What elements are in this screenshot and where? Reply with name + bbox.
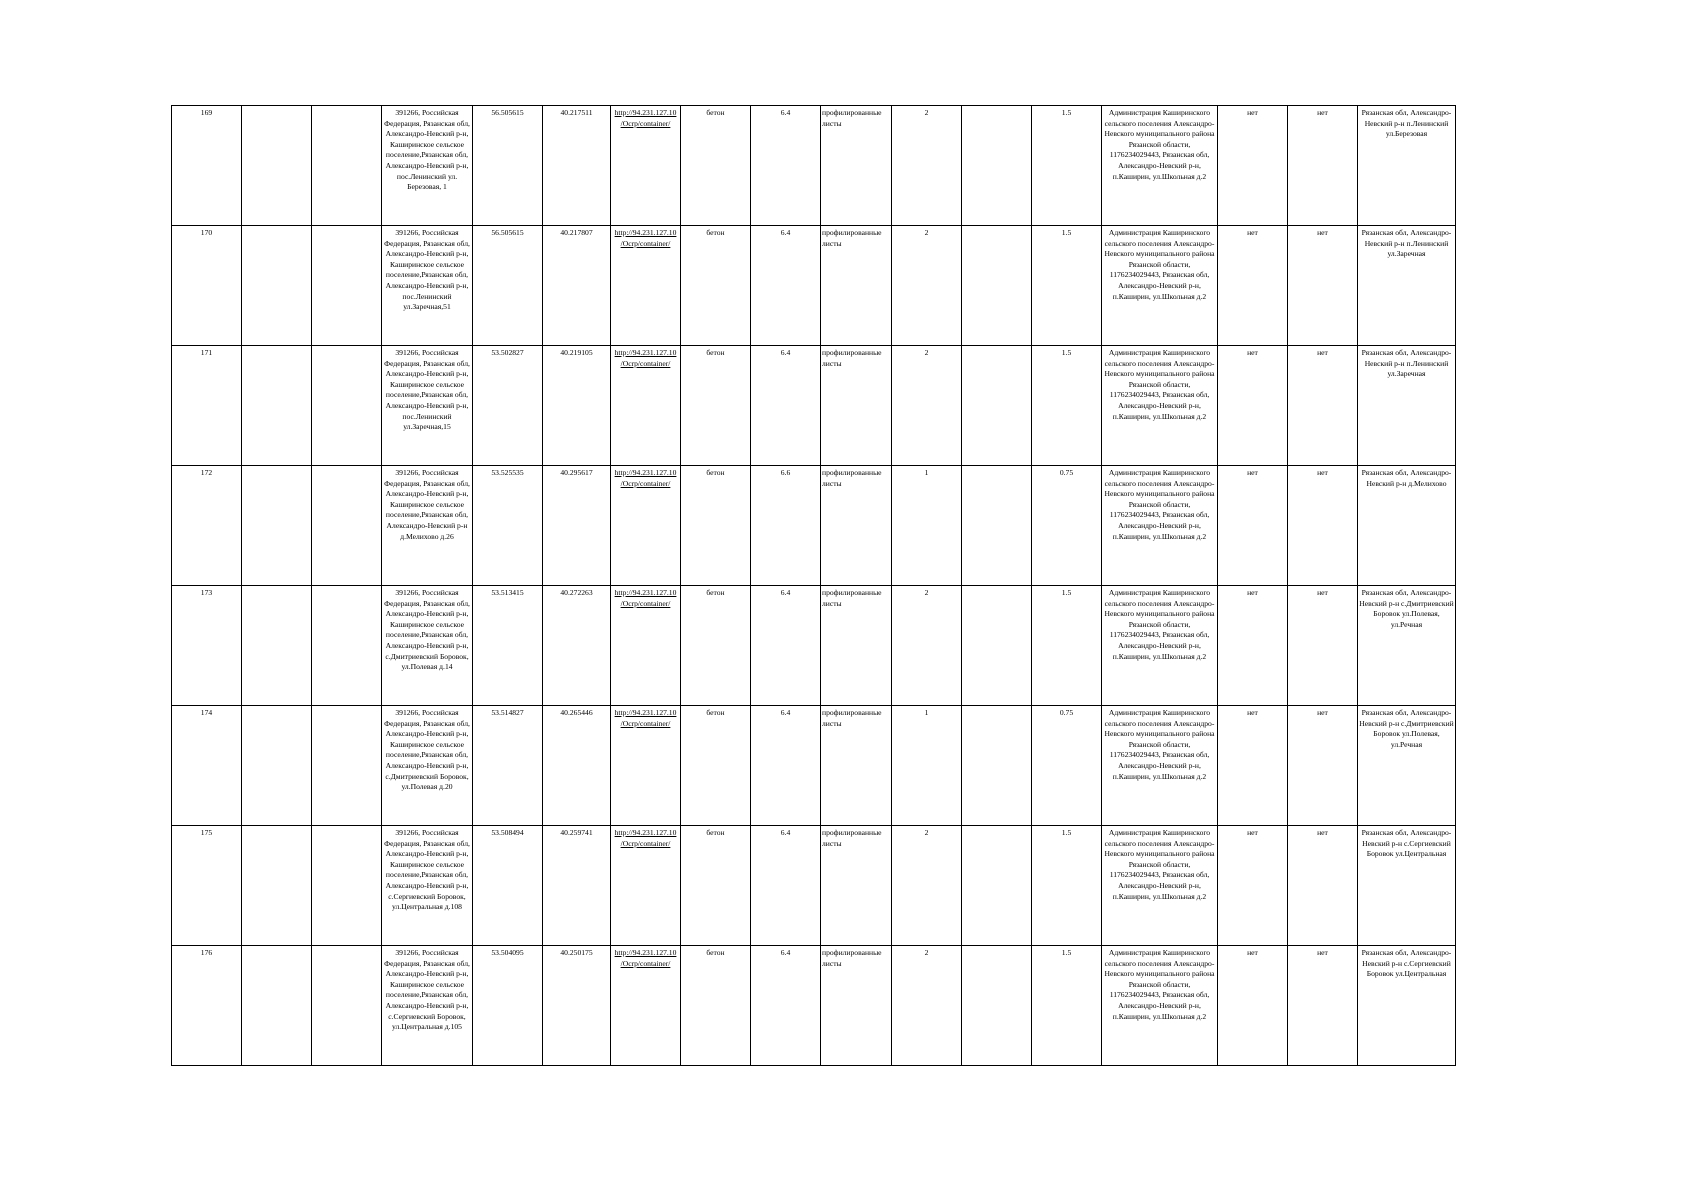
empty-cell	[962, 586, 1032, 706]
flag-cell: нет	[1288, 226, 1358, 346]
row-number-cell: 174	[172, 706, 242, 826]
container-count-cell: 1	[892, 466, 962, 586]
source-location-cell: Рязанская обл, Александро-Невский р-н с.Сергиевский Боровок ул.Центральная	[1358, 946, 1456, 1066]
latitude-cell: 56.505615	[473, 106, 543, 226]
area-cell: 6.4	[751, 106, 821, 226]
empty-cell	[962, 226, 1032, 346]
volume-cell: 1.5	[1032, 946, 1102, 1066]
container-link[interactable]: http://94.231.127.10 /Ocrp/container/	[614, 708, 677, 728]
longitude-cell: 40.219105	[543, 346, 611, 466]
document-page	[171, 105, 1456, 1066]
address-cell: 391266, Российская Федерация, Рязанская обл, Александро-Невский р-н, Каширинское сельское поселение,Рязанская обл, Александро-Невский р-н д.Мелихово д.26	[382, 466, 473, 586]
source-location-cell: Рязанская обл, Александро-Невский р-н п.Ленинский ул.Заречная	[1358, 346, 1456, 466]
empty-cell	[312, 106, 382, 226]
empty-cell	[312, 226, 382, 346]
container-link[interactable]: http://94.231.127.10 /Ocrp/container/	[614, 468, 677, 488]
flag-cell: нет	[1288, 466, 1358, 586]
volume-cell: 1.5	[1032, 586, 1102, 706]
address-cell: 391266, Российская Федерация, Рязанская обл, Александро-Невский р-н, Каширинское сельское поселение,Рязанская обл, Александро-Невский р-н, пос.Ленинский ул.Заречная,15	[382, 346, 473, 466]
owner-cell: Администрация Каширинского сельского поселения Александро-Невского муниципального района Рязанской области, 1176234029443, Рязанская обл, Александро-Невский р-н, п.Каширин, ул.Школьная д.2	[1102, 946, 1218, 1066]
link-cell	[611, 586, 681, 706]
area-cell: 6.4	[751, 586, 821, 706]
source-location-cell: Рязанская обл, Александро-Невский р-н с.Дмитриевский Боровок ул.Полевая, ул.Речная	[1358, 706, 1456, 826]
flag-cell: нет	[1218, 226, 1288, 346]
source-location-cell: Рязанская обл, Александро-Невский р-н п.Ленинский ул.Заречная	[1358, 226, 1456, 346]
empty-cell	[242, 106, 312, 226]
container-count-cell: 2	[892, 826, 962, 946]
owner-cell: Администрация Каширинского сельского поселения Александро-Невского муниципального района Рязанской области, 1176234029443, Рязанская обл, Александро-Невский р-н, п.Каширин, ул.Школьная д.2	[1102, 106, 1218, 226]
area-cell: 6.4	[751, 706, 821, 826]
flag-cell: нет	[1218, 586, 1288, 706]
flag-cell: нет	[1218, 826, 1288, 946]
container-count-cell: 1	[892, 706, 962, 826]
longitude-cell: 40.217511	[543, 106, 611, 226]
container-link[interactable]: http://94.231.127.10 /Ocrp/container/	[614, 948, 677, 968]
link-cell	[611, 106, 681, 226]
address-cell: 391266, Российская Федерация, Рязанская обл, Александро-Невский р-н, Каширинское сельское поселение,Рязанская обл, Александро-Невский р-н, пос.Ленинский ул.Заречная,51	[382, 226, 473, 346]
address-cell: 391266, Российская Федерация, Рязанская обл, Александро-Невский р-н, Каширинское сельское поселение,Рязанская обл, Александро-Невский р-н, с.Сергиевский Боровок, ул.Центральная д.105	[382, 946, 473, 1066]
fence-material-cell: профилированные листы	[821, 226, 892, 346]
empty-cell	[962, 706, 1032, 826]
table-row	[172, 226, 1456, 346]
empty-cell	[242, 826, 312, 946]
table-body	[172, 106, 1456, 1066]
table-row	[172, 826, 1456, 946]
empty-cell	[962, 946, 1032, 1066]
link-cell	[611, 346, 681, 466]
owner-cell: Администрация Каширинского сельского поселения Александро-Невского муниципального района Рязанской области, 1176234029443, Рязанская обл, Александро-Невский р-н, п.Каширин, ул.Школьная д.2	[1102, 826, 1218, 946]
longitude-cell: 40.265446	[543, 706, 611, 826]
flag-cell: нет	[1218, 706, 1288, 826]
area-cell: 6.4	[751, 946, 821, 1066]
address-cell: 391266, Российская Федерация, Рязанская обл, Александро-Невский р-н, Каширинское сельское поселение,Рязанская обл, Александро-Невский р-н, с.Дмитриевский Боровок, ул.Полевая д.20	[382, 706, 473, 826]
address-cell: 391266, Российская Федерация, Рязанская обл, Александро-Невский р-н, Каширинское сельское поселение,Рязанская обл, Александро-Невский р-н, с.Сергиевский Боровок, ул.Центральная д.108	[382, 826, 473, 946]
volume-cell: 1.5	[1032, 826, 1102, 946]
empty-cell	[962, 106, 1032, 226]
owner-cell: Администрация Каширинского сельского поселения Александро-Невского муниципального района Рязанской области, 1176234029443, Рязанская обл, Александро-Невский р-н, п.Каширин, ул.Школьная д.2	[1102, 706, 1218, 826]
container-link[interactable]: http://94.231.127.10 /Ocrp/container/	[614, 588, 677, 608]
empty-cell	[242, 346, 312, 466]
flag-cell: нет	[1288, 706, 1358, 826]
owner-cell: Администрация Каширинского сельского поселения Александро-Невского муниципального района Рязанской области, 1176234029443, Рязанская обл, Александро-Невский р-н, п.Каширин, ул.Школьная д.2	[1102, 466, 1218, 586]
flag-cell: нет	[1218, 346, 1288, 466]
empty-cell	[242, 466, 312, 586]
surface-material-cell: бетон	[681, 586, 751, 706]
longitude-cell: 40.272263	[543, 586, 611, 706]
row-number-cell: 172	[172, 466, 242, 586]
row-number-cell: 169	[172, 106, 242, 226]
longitude-cell: 40.217807	[543, 226, 611, 346]
surface-material-cell: бетон	[681, 346, 751, 466]
fence-material-cell: профилированные листы	[821, 946, 892, 1066]
table-row	[172, 586, 1456, 706]
surface-material-cell: бетон	[681, 946, 751, 1066]
flag-cell: нет	[1218, 466, 1288, 586]
longitude-cell: 40.259741	[543, 826, 611, 946]
container-count-cell: 2	[892, 346, 962, 466]
row-number-cell: 170	[172, 226, 242, 346]
link-cell	[611, 706, 681, 826]
container-link[interactable]: http://94.231.127.10 /Ocrp/container/	[614, 828, 677, 848]
table-row	[172, 946, 1456, 1066]
source-location-cell: Рязанская обл, Александро-Невский р-н д.Мелихово	[1358, 466, 1456, 586]
empty-cell	[312, 826, 382, 946]
area-cell: 6.4	[751, 346, 821, 466]
flag-cell: нет	[1288, 946, 1358, 1066]
table-row	[172, 346, 1456, 466]
volume-cell: 1.5	[1032, 106, 1102, 226]
fence-material-cell: профилированные листы	[821, 346, 892, 466]
fence-material-cell: профилированные листы	[821, 826, 892, 946]
surface-material-cell: бетон	[681, 466, 751, 586]
link-cell	[611, 826, 681, 946]
empty-cell	[962, 826, 1032, 946]
owner-cell: Администрация Каширинского сельского поселения Александро-Невского муниципального района Рязанской области, 1176234029443, Рязанская обл, Александро-Невский р-н, п.Каширин, ул.Школьная д.2	[1102, 226, 1218, 346]
fence-material-cell: профилированные листы	[821, 106, 892, 226]
flag-cell: нет	[1218, 946, 1288, 1066]
area-cell: 6.6	[751, 466, 821, 586]
longitude-cell: 40.250175	[543, 946, 611, 1066]
latitude-cell: 56.505615	[473, 226, 543, 346]
source-location-cell: Рязанская обл, Александро-Невский р-н с.Дмитриевский Боровок ул.Полевая, ул.Речная	[1358, 586, 1456, 706]
row-number-cell: 171	[172, 346, 242, 466]
surface-material-cell: бетон	[681, 826, 751, 946]
empty-cell	[962, 466, 1032, 586]
link-cell	[611, 946, 681, 1066]
empty-cell	[312, 466, 382, 586]
latitude-cell: 53.502827	[473, 346, 543, 466]
address-cell: 391266, Российская Федерация, Рязанская обл, Александро-Невский р-н, Каширинское сельское поселение,Рязанская обл, Александро-Невский р-н, пос.Ленинский ул. Березовая, 1	[382, 106, 473, 226]
row-number-cell: 173	[172, 586, 242, 706]
container-sites-table	[171, 105, 1456, 1066]
container-link[interactable]: http://94.231.127.10 /Ocrp/container/	[614, 108, 677, 128]
empty-cell	[242, 946, 312, 1066]
container-count-cell: 2	[892, 226, 962, 346]
row-number-cell: 176	[172, 946, 242, 1066]
source-location-cell: Рязанская обл, Александро-Невский р-н п.Ленинский ул.Березовая	[1358, 106, 1456, 226]
container-link[interactable]: http://94.231.127.10 /Ocrp/container/	[614, 348, 677, 368]
link-cell	[611, 226, 681, 346]
flag-cell: нет	[1218, 106, 1288, 226]
empty-cell	[242, 706, 312, 826]
empty-cell	[962, 346, 1032, 466]
table-row	[172, 706, 1456, 826]
row-number-cell: 175	[172, 826, 242, 946]
longitude-cell: 40.295617	[543, 466, 611, 586]
volume-cell: 1.5	[1032, 346, 1102, 466]
table-row	[172, 466, 1456, 586]
latitude-cell: 53.525535	[473, 466, 543, 586]
container-link[interactable]: http://94.231.127.10 /Ocrp/container/	[614, 228, 677, 248]
surface-material-cell: бетон	[681, 226, 751, 346]
fence-material-cell: профилированные листы	[821, 466, 892, 586]
container-count-cell: 2	[892, 946, 962, 1066]
latitude-cell: 53.513415	[473, 586, 543, 706]
empty-cell	[312, 946, 382, 1066]
empty-cell	[242, 586, 312, 706]
container-count-cell: 2	[892, 106, 962, 226]
container-count-cell: 2	[892, 586, 962, 706]
surface-material-cell: бетон	[681, 106, 751, 226]
empty-cell	[312, 346, 382, 466]
empty-cell	[312, 706, 382, 826]
empty-cell	[242, 226, 312, 346]
area-cell: 6.4	[751, 826, 821, 946]
source-location-cell: Рязанская обл, Александро-Невский р-н с.Сергиевский Боровок ул.Центральная	[1358, 826, 1456, 946]
flag-cell: нет	[1288, 826, 1358, 946]
empty-cell	[312, 586, 382, 706]
volume-cell: 0.75	[1032, 706, 1102, 826]
fence-material-cell: профилированные листы	[821, 706, 892, 826]
link-cell	[611, 466, 681, 586]
owner-cell: Администрация Каширинского сельского поселения Александро-Невского муниципального района Рязанской области, 1176234029443, Рязанская обл, Александро-Невский р-н, п.Каширин, ул.Школьная д.2	[1102, 586, 1218, 706]
volume-cell: 0.75	[1032, 466, 1102, 586]
surface-material-cell: бетон	[681, 706, 751, 826]
flag-cell: нет	[1288, 346, 1358, 466]
table-row	[172, 106, 1456, 226]
flag-cell: нет	[1288, 586, 1358, 706]
address-cell: 391266, Российская Федерация, Рязанская обл, Александро-Невский р-н, Каширинское сельское поселение,Рязанская обл, Александро-Невский р-н, с.Дмитриевский Боровок, ул.Полевая д.14	[382, 586, 473, 706]
latitude-cell: 53.508494	[473, 826, 543, 946]
flag-cell: нет	[1288, 106, 1358, 226]
latitude-cell: 53.504095	[473, 946, 543, 1066]
owner-cell: Администрация Каширинского сельского поселения Александро-Невского муниципального района Рязанской области, 1176234029443, Рязанская обл, Александро-Невский р-н, п.Каширин, ул.Школьная д.2	[1102, 346, 1218, 466]
volume-cell: 1.5	[1032, 226, 1102, 346]
latitude-cell: 53.514827	[473, 706, 543, 826]
area-cell: 6.4	[751, 226, 821, 346]
fence-material-cell: профилированные листы	[821, 586, 892, 706]
